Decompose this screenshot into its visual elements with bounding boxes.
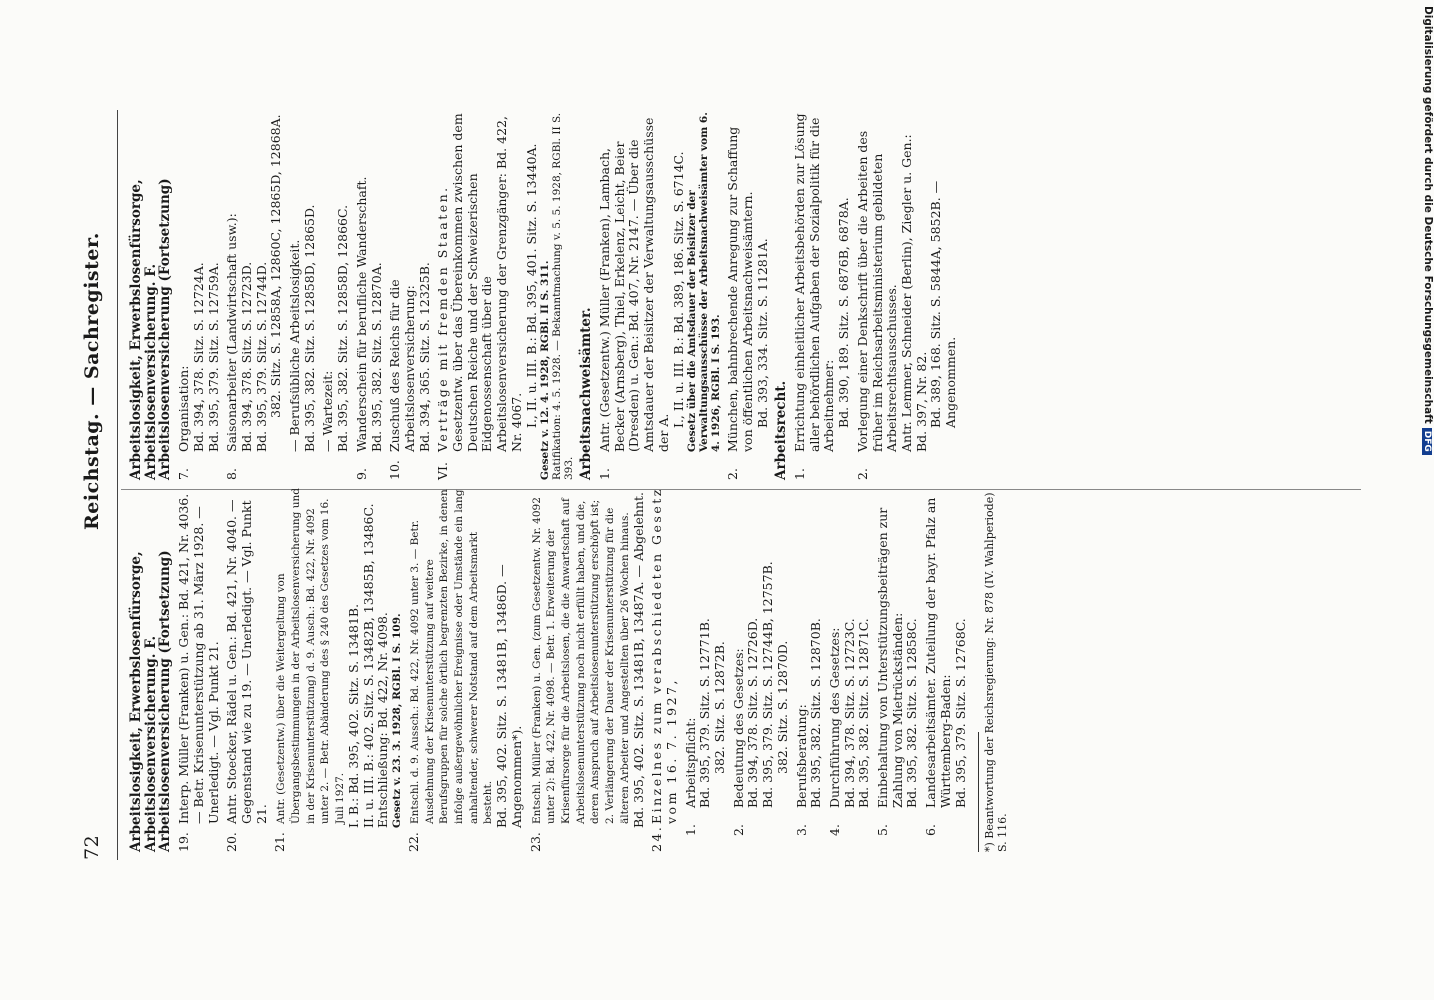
section-heading: Arbeitsnachweisämter. <box>578 307 595 480</box>
reference: Bd. 394, 378. Sitz. S. 12724A. <box>190 262 206 452</box>
ar-entry-1: 1. Errichtung einheitlicher Arbeitsbehörden zur Lösung aller behördlichen Aufgaben der Sozialpolitik für die Arbeitnehmer: Bd. 390, 189. Sitz. S. 6876B, 6878A. <box>793 110 852 480</box>
entry-23: 23. Entschl. Müller (Franken) u. Gen. (zum Gesetzentw. Nr. 4092 unter 2): Bd. 422, Nr. 4098. — Betr. 1. Erweiterung der Krisenfürsorge für die Arbeitslosen, die die Anwartschaft auf Arbeitslosenunterstützung noch nicht erfüllt haben, und die, deren Anspruch auf Arbeitslosenunterstützung erschöpft ist; 2. Verlängerung der Dauer der Krisenunterstützung für die älteren Arbeiter und Angestellten über 26 Wochen hinaus. <box>527 497 631 852</box>
page-number: 72 <box>81 834 103 860</box>
reference: II. u. III. B.: 402. Sitz. S. 13482B, 13485B, 13486C. <box>360 503 376 828</box>
reference: Entschließung: Bd. 422, Nr. 4098. <box>375 612 391 828</box>
reference: Bd. 395, 382. Sitz. S. 12870B. <box>808 618 824 808</box>
footnote: *) Beantwortung der Reichsregierung: Nr. 878 (IV. Wahlperiode) S. 116. <box>983 492 1010 852</box>
scanned-page <box>75 100 1375 900</box>
reference: I., II. u. III. B.: Bd. 395, 401. Sitz. S. 13440A. <box>523 143 539 428</box>
section-heading: Arbeitslosigkeit, Erwerbslosenfürsorge, Arbeitslosenversicherung. F. Arbeitslosenversicherung (Fortsetzung) <box>128 550 174 852</box>
reference: Bd. 395, 382. Sitz. S. 12871C. <box>856 618 872 808</box>
reference: I., II. u. III. B.: Bd. 389, 186. Sitz. S. 6714C. <box>670 151 686 428</box>
subitem: 3. Berufsberatung: Bd. 395, 382. Sitz. S. 12870B. <box>795 487 824 836</box>
an-entry-2: 2. München, bahnbrechende Anregung zur Schaffung von öffentlichen Arbeitsnachweisämtern. Bd. 393, 334. Sitz. S. 11281A. <box>726 110 770 480</box>
dfg-logo: DFG <box>1422 428 1432 455</box>
subitem: 1. Arbeitspflicht: Bd. 395, 379. Sitz. S. 12771B. 382. Sitz. S. 12872B. <box>684 487 728 836</box>
entry-8: 8. Saisonarbeiter (Landwirtschaft usw.): Bd. 394, 378. Sitz. S. 12723D. Bd. 395, 379. Sitz. S. 12744D. 382. Sitz. S. 12858A, 12860C, 12865D, 12868A. <box>225 110 284 480</box>
reference: Bd. 395, 382. Sitz. S. 12858C. <box>904 618 920 808</box>
entry-24: 24. Einzelnes zum verabschiedeten Gesetz vom 16. 7. 1927, <box>649 487 679 852</box>
reference: Bd. 395, 379. Sitz. S. 12768C. <box>952 618 968 808</box>
reference: 382. Sitz. S. 12872B. <box>712 641 728 774</box>
reference: Bd. 395, 402. Sitz. S. 13481B, 13486D. — Angenommen*). <box>494 564 524 828</box>
section-vi: VI. Verträge mit fremden Staaten. Gesetzentw. über das Übereinkommen zwischen dem Deutschen Reiche und der Schweizerischen Eidgenossenschaft über die Arbeitslosenversicherung der Grenzgänger: Bd. 422, Nr. 4067. I., II. u. III. B.: Bd. 395, 401. Sitz. S. 13440A. <box>436 110 539 480</box>
ratification: Ratifikation: 4. 5. 1928. — Bekanntmachung v. 5. 5. 1928, RGBl. II S. 393. <box>551 112 576 480</box>
reference: Bd. 395, 379. Sitz. S. 12744B, 12757B. <box>760 561 776 808</box>
subitem: 2. Bedeutung des Gesetzes: Bd. 394, 378. Sitz. S. 12726D. Bd. 395, 379. Sitz. S. 12744B, 12757B. 382. Sitz. S. 12870D. <box>732 487 791 836</box>
reference: Antr. Lemmer, Schneider (Berlin), Ziegler u. Gen.: Bd. 397, Nr. 82. <box>898 134 929 452</box>
entry-21: 21. Antr. (Gesetzentw.) über die Weitergeltung von Übergangsbestimmungen in der Arbeitslosenversicherung und in der Krisenunterstützung) d. 9. Ausch.: Bd. 422, Nr. 4092 unter 2. — Betr. Abänderung des § 240 des Gesetzes vom 16. Juli 1927. <box>272 488 347 852</box>
section-vi-text: Gesetzentw. über das Übereinkommen zwischen dem Deutschen Reiche und der Schweizerischen Eidgenossenschaft über die Arbeitslosenversicherung der Grenzgänger: Bd. 422, Nr. 4067. <box>450 113 524 452</box>
law-reference: Gesetz v. 23. 3. 1928, RGBl. I S. 109. <box>390 613 403 828</box>
section-heading: Arbeitslosigkeit, Erwerbslosenfürsorge, Arbeitslosenversicherung. F. Arbeitslosenversicherung (Fortsetzung) <box>128 178 174 480</box>
subitem: 5. Einbehaltung von Unterstützungsbeiträgen zur Zahlung von Mietrückständen: Bd. 395, 382. Sitz. S. 12858C. <box>876 487 920 836</box>
an-entry-1: 1. Antr. (Gesetzentw.) Müller (Franken), Lambach, Becker (Arnsberg), Thiel, Erkelenz, Leicht, Beier (Dresden) u. Gen.: Bd. 407, Nr. 2147. — Über die Amtsdauer der Beisitzer der Verwaltungsausschüsse der A. I., II. u. III. B.: Bd. 389, 186. Sitz. S. 6714C. Gesetz über die Amtsdauer der Beisitzer der Verwaltungsausschüsse der Arbeitsnachweisämter vom 6. 4. 1926, RGBl. I S. 193. <box>598 110 722 480</box>
reference: Bd. 395, 402. Sitz. S. 13481B, 13487A. — Abgelehnt. <box>630 492 646 828</box>
digitization-notice <box>1418 6 1434 486</box>
reference: Bd. 395, 379. Sitz. S. 12759A. <box>205 262 221 452</box>
entry-wartezeit: — Wartezeit: Bd. 395, 382. Sitz. S. 12858D, 12866C. <box>321 110 350 480</box>
right-column <box>125 110 959 480</box>
reference: Bd. 395, 379. Sitz. S. 12771B. <box>697 618 713 808</box>
reference: Bd. 394, 378. Sitz. S. 12723C. <box>841 618 857 808</box>
reference: Bd. 395, 382. Sitz. S. 12858D, 12866C. <box>335 204 351 452</box>
reference: I. B.: Bd. 395, 402. Sitz. S. 13481B. <box>345 603 361 828</box>
reference: Bd. 395, 379. Sitz. S. 12744D. <box>253 261 269 452</box>
subitem: 4. Durchführung des Gesetzes: Bd. 394, 378. Sitz. S. 12723C. Bd. 395, 382. Sitz. S. 12871C. <box>828 487 872 836</box>
entry-20: 20. Antr. Stoecker, Rädel u. Gen.: Bd. 421, Nr. 4040. — Gegenstand wie zu 19. — Unerledigt. — Vgl. Punkt 21. <box>224 499 269 852</box>
reference: Bd. 395, 382. Sitz. S. 12870A. <box>368 262 384 452</box>
reference: 382. Sitz. S. 12858A, 12860C, 12865D, 12868A. <box>268 114 284 418</box>
header-rule <box>117 110 118 860</box>
entry-9: 9. Wanderschein für berufliche Wanderschaft. Bd. 395, 382. Sitz. S. 12870A. <box>355 110 384 480</box>
ar-entry-2: 2. Vorlegung einer Denkschrift über die Arbeiten des früher im Reichsarbeitsministerium gebildeten Arbeitsrechtsausschusses. Antr. Lemmer, Schneider (Berlin), Ziegler u. Gen.: Bd. 397, Nr. 82. Bd. 389, 168. Sitz. S. 5844A, 5852B. — Angenommen. <box>856 110 959 480</box>
reference: Bd. 393, 334. Sitz. S. 11281A. <box>754 238 770 428</box>
law-reference: Gesetz v. 12. 4. 1928, RGBl. II S. 311. <box>539 260 552 480</box>
reference: Bd. 389, 168. Sitz. S. 5844A, 5852B. — Angenommen. <box>928 180 959 428</box>
reference: Bd. 390, 189. Sitz. S. 6876B, 6878A. <box>836 197 852 428</box>
law-reference: Gesetz über die Amtsdauer der Beisitzer der Verwaltungsausschüsse der Arbeitsnachweisämter vom 6. 4. 1926, RGBl. I S. 193. <box>686 112 723 452</box>
footnote-rule <box>978 732 979 852</box>
entry-10: 10. Zuschuß des Reichs für die Arbeitslosenversicherung: Bd. 394, 365. Sitz. S. 12325B. <box>388 110 432 480</box>
reference: 382. Sitz. S. 12870D. <box>774 640 790 774</box>
digitization-text: Digitalisierung gefördert durch die Deutsche Forschungsgemeinschaft <box>1422 6 1434 424</box>
left-column <box>125 487 1009 852</box>
entry-7: 7. Organisation: Bd. 394, 378. Sitz. S. 12724A. Bd. 395, 379. Sitz. S. 12759A. <box>177 110 221 480</box>
entry-berufsueblich: — Berufsübliche Arbeitslosigkeit. Bd. 395, 382. Sitz. S. 12858D, 12865D. <box>288 110 317 480</box>
reference: Bd. 395, 382. Sitz. S. 12858D, 12865D. <box>301 204 317 452</box>
page-title: Reichstag. — Sachregister. <box>81 232 103 530</box>
reference: Bd. 394, 365. Sitz. S. 12325B. <box>416 262 432 452</box>
reference: Bd. 394, 378. Sitz. S. 12726D. <box>745 617 761 808</box>
reference: Bd. 394, 378. Sitz. S. 12723D. <box>238 261 254 452</box>
page-header <box>75 110 109 860</box>
subitem-list <box>684 487 969 852</box>
subitem: 6. Landesarbeitsämter. Zuteilung der bayr. Pfalz an Württemberg-Baden: Bd. 395, 379. Sitz. S. 12768C. <box>924 487 968 836</box>
entry-22: 22. Entschl. d. 9. Aussch.: Bd. 422, Nr. 4092 unter 3. — Betr. Ausdehnung der Krisenunterstützung auf weitere Berufsgruppen für solche örtlich begrenzten Bezirke, in denen infolge außergewöhnlicher Ereignisse oder Umstände ein lang anhaltender, schwerer Notstand auf dem Arbeitsmarkt besteht. <box>405 489 495 852</box>
entry-19: 19. Interp. Müller (Franken) u. Gen.: Bd. 421, Nr. 4036. — Betr. Krisenunterstützung ab 31. März 1928. — Unerledigt. — Vgl. Punkt 21. <box>176 493 221 852</box>
section-heading: Arbeitsrecht. <box>773 380 790 480</box>
